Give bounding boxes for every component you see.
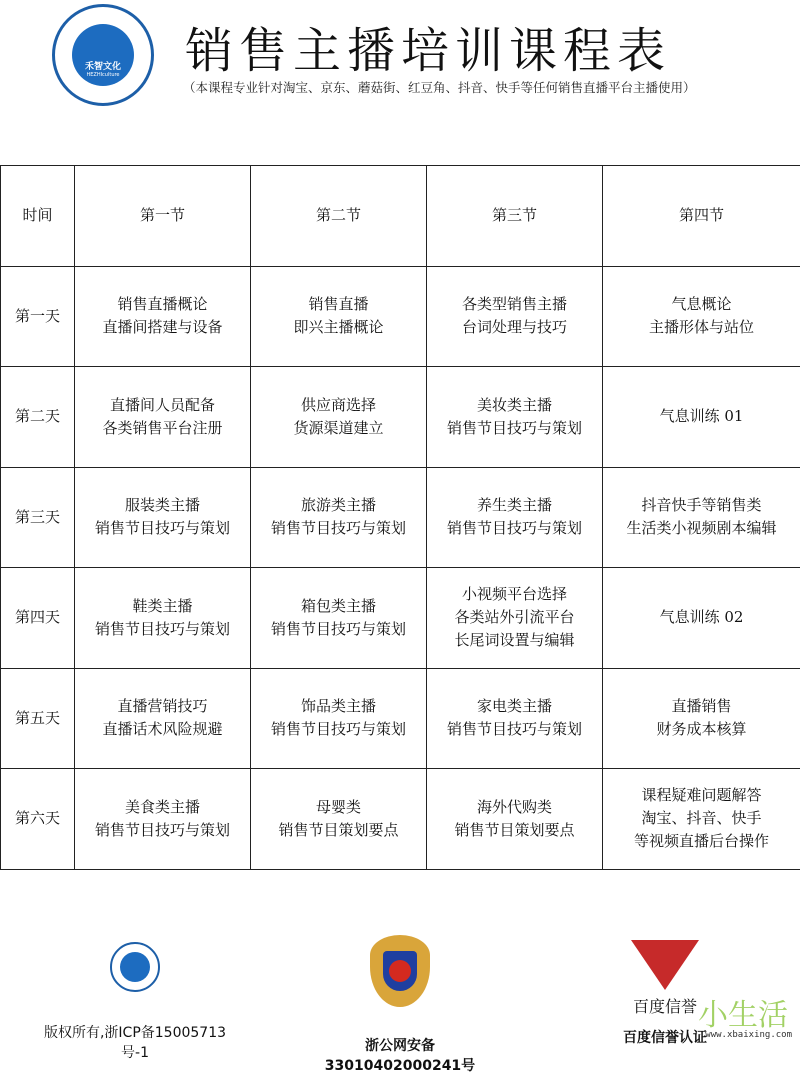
baidu-v-icon xyxy=(631,940,699,990)
course-cell: 抖音快手等销售类 生活类小视频剧本编辑 xyxy=(603,467,800,568)
table-row xyxy=(1,367,800,468)
copyright-block xyxy=(40,942,230,1062)
course-cell: 海外代购类 销售节目策划要点 xyxy=(427,769,603,870)
day-cell: 第一天 xyxy=(1,266,75,367)
course-cell: 气息概论 主播形体与站位 xyxy=(603,266,800,367)
table-row xyxy=(1,769,800,870)
course-cell: 小视频平台选择 各类站外引流平台 长尾词设置与编辑 xyxy=(427,568,603,669)
header-row xyxy=(1,166,800,267)
column-header: 第一节 xyxy=(75,166,251,267)
company-logo-small xyxy=(110,942,160,992)
course-cell: 母婴类 销售节目策划要点 xyxy=(251,769,427,870)
course-cell: 箱包类主播 销售节目技巧与策划 xyxy=(251,568,427,669)
day-cell: 第二天 xyxy=(1,367,75,468)
company-logo: 禾智文化 HEZHIculture xyxy=(52,4,154,106)
column-header: 第二节 xyxy=(251,166,427,267)
course-cell: 直播销售 财务成本核算 xyxy=(603,668,800,769)
course-cell: 销售直播 即兴主播概论 xyxy=(251,266,427,367)
course-cell: 直播营销技巧 直播话术风险规避 xyxy=(75,668,251,769)
course-cell: 美食类主播 销售节目技巧与策划 xyxy=(75,769,251,870)
day-cell: 第六天 xyxy=(1,769,75,870)
day-cell: 第五天 xyxy=(1,668,75,769)
table-row xyxy=(1,467,800,568)
baidu-logo-text: 百度信誉 xyxy=(610,994,720,1017)
table-row xyxy=(1,668,800,769)
police-record-text: 浙公网安备 33010402000241号 xyxy=(300,1035,500,1075)
course-cell: 旅游类主播 销售节目技巧与策划 xyxy=(251,467,427,568)
table-row xyxy=(1,266,800,367)
course-cell: 美妆类主播 销售节目技巧与策划 xyxy=(427,367,603,468)
page-subtitle: （本课程专业针对淘宝、京东、蘑菇街、红豆角、抖音、快手等任何销售直播平台主播使用） xyxy=(183,78,696,96)
course-cell: 服装类主播 销售节目技巧与策划 xyxy=(75,467,251,568)
course-cell: 养生类主播 销售节目技巧与策划 xyxy=(427,467,603,568)
baidu-text: 百度信誉认证 xyxy=(610,1027,720,1047)
column-header: 第四节 xyxy=(603,166,800,267)
course-cell: 课程疑难问题解答 淘宝、抖音、快手 等视频直播后台操作 xyxy=(603,769,800,870)
course-cell: 各类型销售主播 台词处理与技巧 xyxy=(427,266,603,367)
course-cell: 气息训练 02 xyxy=(603,568,800,669)
course-cell: 供应商选择 货源渠道建立 xyxy=(251,367,427,468)
column-header: 第三节 xyxy=(427,166,603,267)
day-cell: 第四天 xyxy=(1,568,75,669)
course-cell: 鞋类主播 销售节目技巧与策划 xyxy=(75,568,251,669)
course-cell: 饰品类主播 销售节目技巧与策划 xyxy=(251,668,427,769)
watermark-url: www.xbaixing.com xyxy=(705,1030,792,1040)
column-header: 时间 xyxy=(1,166,75,267)
page-title: 销售主播培训课程表 xyxy=(185,12,671,81)
course-cell: 直播间人员配备 各类销售平台注册 xyxy=(75,367,251,468)
course-cell: 气息训练 01 xyxy=(603,367,800,468)
copyright-text: 版权所有,浙ICP备15005713号-1 xyxy=(40,1022,230,1062)
police-emblem-icon xyxy=(370,935,430,1007)
police-block xyxy=(300,935,500,1075)
watermark: 小生活 xyxy=(698,990,788,1034)
table-row xyxy=(1,568,800,669)
course-cell: 销售直播概论 直播间搭建与设备 xyxy=(75,266,251,367)
schedule-table xyxy=(0,165,800,870)
course-cell: 家电类主播 销售节目技巧与策划 xyxy=(427,668,603,769)
day-cell: 第三天 xyxy=(1,467,75,568)
